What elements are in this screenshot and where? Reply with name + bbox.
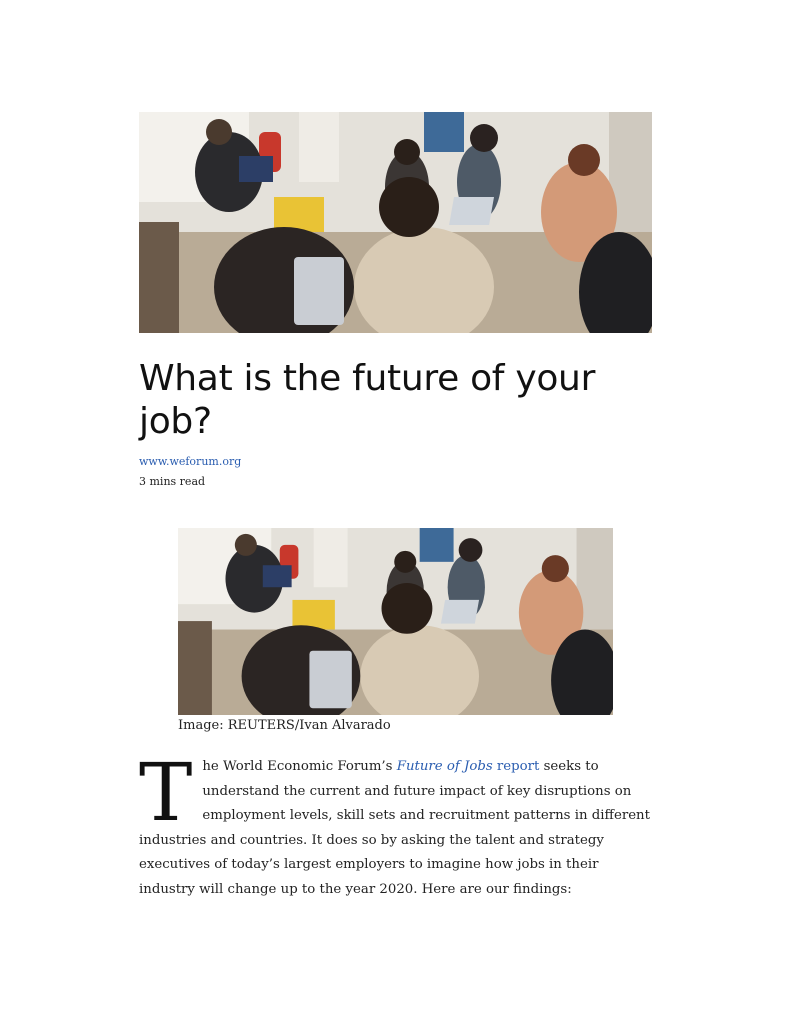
article-image: [178, 528, 613, 715]
body-intro: he World Economic Forum’s: [202, 759, 397, 774]
source-link[interactable]: www.weforum.org: [139, 455, 242, 468]
read-time: 3 mins read: [139, 475, 206, 488]
body-rest: seeks to understand the current and future impact of key disruptions on employment levels, skill sets and recruitment patterns in different industries and countries. It does so by asking the talent and strategy executives of today’s largest employers to imagine how jobs in their industry will change up to the year 2020. Here are our findings:: [139, 759, 650, 897]
article-title: What is the future of your job?: [139, 358, 596, 442]
future-of-jobs-report-link[interactable]: [397, 759, 540, 774]
drop-cap: T: [139, 746, 193, 839]
image-caption: Image: REUTERS/Ivan Alvarado: [178, 718, 391, 733]
hero-photo-illustration: [139, 112, 652, 333]
article-body: [139, 746, 651, 902]
article-photo-illustration: [178, 528, 613, 715]
link-rest-text: report: [492, 759, 540, 774]
link-italic-text: Future of Jobs: [396, 759, 493, 774]
hero-image: [139, 112, 652, 333]
